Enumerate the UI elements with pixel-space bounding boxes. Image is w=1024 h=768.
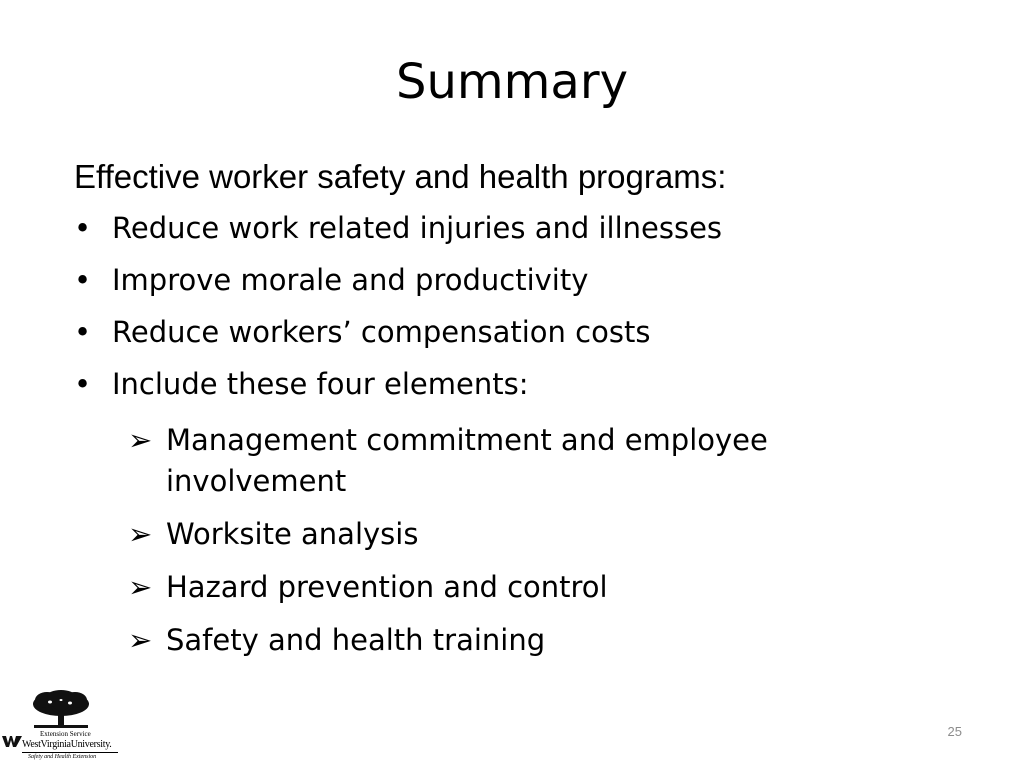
sub-bullet-item	[128, 420, 888, 502]
flying-wv-icon	[2, 734, 22, 748]
bullet-item	[74, 312, 974, 352]
slide-title: Summary	[396, 54, 628, 110]
sub-bullet-item	[128, 514, 888, 555]
logo-university-name: WestVirginiaUniversity.	[22, 739, 112, 750]
bullet-marker: •	[74, 211, 92, 245]
bullet-item	[74, 260, 974, 300]
intro-text: Effective worker safety and health programs:	[74, 158, 727, 195]
sub-bullet-text: Management commitment and employee involvement	[166, 423, 768, 498]
arrow-bullet-icon: ➢	[128, 423, 153, 457]
bullet-item	[74, 364, 974, 404]
bullet-item	[74, 208, 974, 248]
bullet-marker: •	[74, 263, 92, 297]
bullet-text: Reduce work related injuries and illnesses	[112, 211, 723, 245]
arrow-bullet-icon: ➢	[128, 517, 153, 551]
tree-icon	[30, 690, 92, 732]
sub-bullet-item	[128, 620, 888, 661]
wvu-extension-logo	[2, 690, 124, 766]
bullet-marker: •	[74, 367, 92, 401]
sub-bullet-text: Hazard prevention and control	[166, 570, 608, 604]
sub-bullet-list	[128, 420, 888, 673]
bullet-text: Reduce workers’ compensation costs	[112, 315, 651, 349]
sub-bullet-text: Worksite analysis	[166, 517, 419, 551]
arrow-bullet-icon: ➢	[128, 623, 153, 657]
logo-divider	[22, 752, 118, 753]
bullet-list	[74, 208, 974, 416]
bullet-text: Include these four elements:	[112, 367, 529, 401]
sub-bullet-text: Safety and health training	[166, 623, 546, 657]
sub-bullet-item	[128, 567, 888, 608]
page-number: 25	[947, 724, 962, 739]
bullet-marker: •	[74, 315, 92, 349]
bullet-text: Improve morale and productivity	[112, 263, 589, 297]
arrow-bullet-icon: ➢	[128, 570, 153, 604]
logo-subtitle: Safety and Health Extension	[28, 754, 97, 760]
logo-extension-label: Extension Service	[40, 730, 91, 738]
